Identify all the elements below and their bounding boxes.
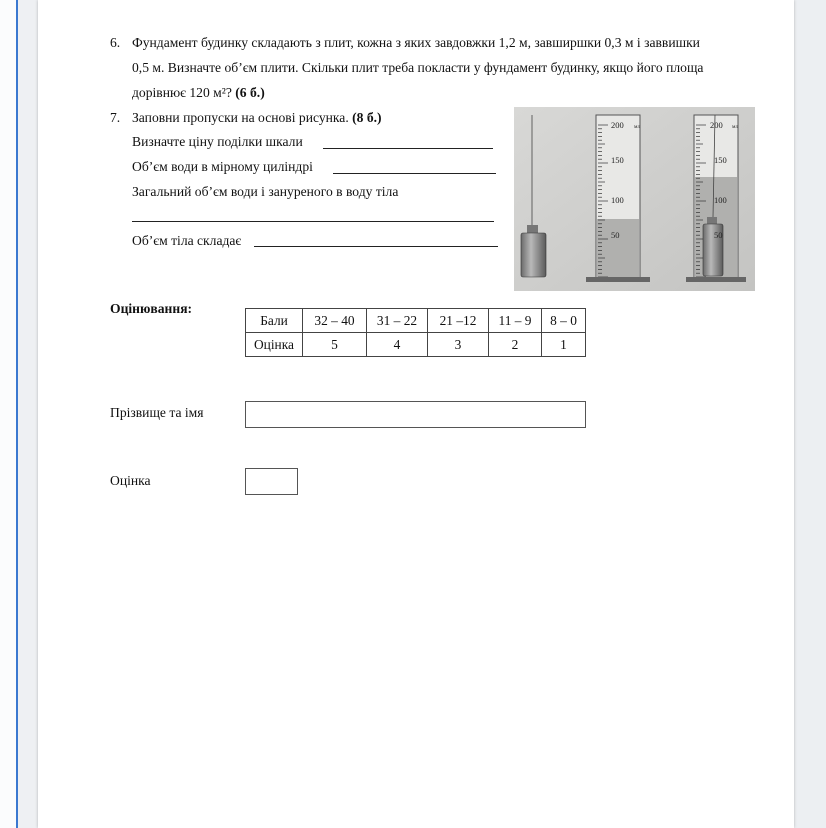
- q7-division-blank[interactable]: [323, 148, 493, 149]
- left-mark-100: 100: [611, 195, 624, 205]
- document-page: [38, 0, 794, 828]
- window-right-edge: [796, 0, 826, 828]
- grading-cell: 32 – 40: [303, 309, 367, 333]
- weight-cap: [527, 225, 538, 233]
- right-mark-150: 150: [714, 155, 727, 165]
- grading-cell: 8 – 0: [542, 309, 586, 333]
- right-mark-200: 200: [710, 120, 723, 130]
- q7-total-blank[interactable]: [132, 221, 494, 222]
- q7-water-label: Об’єм води в мірному циліндрі: [132, 159, 313, 174]
- left-mark-200: 200: [611, 120, 624, 130]
- q7-body-label: Об’єм тіла складає: [132, 233, 242, 248]
- q6-line-1: Фундамент будинку складають з плит, кожна з яких завдовжки 1,2 м, завширшки 0,3 м і заввишки: [132, 35, 700, 50]
- grading-cell: 2: [489, 333, 542, 357]
- grading-cell: 5: [303, 333, 367, 357]
- left-unit-label: мл: [634, 124, 641, 130]
- name-label: Прізвище та імя: [110, 405, 204, 420]
- grading-cell: 11 – 9: [489, 309, 542, 333]
- grading-row-marks: [246, 333, 586, 357]
- grading-cell: 1: [542, 333, 586, 357]
- q7-body-blank[interactable]: [254, 246, 498, 247]
- left-cylinder: [586, 115, 650, 282]
- grading-cell: 4: [367, 333, 428, 357]
- grading-row-points: [246, 309, 586, 333]
- grade-input-box[interactable]: [245, 468, 298, 495]
- right-cylinder: [686, 115, 746, 282]
- grade-label: Оцінка: [110, 473, 151, 488]
- q6-line-3: [132, 80, 265, 105]
- right-weight-cap: [707, 217, 717, 224]
- name-input-box[interactable]: [245, 401, 586, 428]
- grading-cell: 31 – 22: [367, 309, 428, 333]
- grading-cell: 3: [428, 333, 489, 357]
- weight-body: [521, 233, 546, 277]
- window-left-edge: [0, 0, 18, 828]
- right-mark-50: 50: [714, 230, 723, 240]
- measuring-cylinders-figure: [514, 107, 755, 291]
- grading-cell: 21 –12: [428, 309, 489, 333]
- grading-table: [245, 308, 586, 357]
- left-mark-150: 150: [611, 155, 624, 165]
- grading-label: Оцінювання:: [110, 301, 193, 316]
- q7-title: [132, 105, 382, 130]
- q7-water-blank[interactable]: [333, 173, 496, 174]
- q7-total-label: Загальний об’єм води і зануреного в воду тіла: [132, 184, 399, 199]
- q7-number: 7.: [110, 110, 121, 125]
- q6-line-3-text: дорівнює 120 м²?: [132, 85, 232, 100]
- q6-line-2: 0,5 м. Визначте об’єм плити. Скільки плит треба покласти у фундамент будинку, якщо його площа: [132, 60, 704, 75]
- left-mark-50: 50: [611, 230, 620, 240]
- q7-title-text: Заповни пропуски на основі рисунка.: [132, 110, 349, 125]
- left-cylinder-base: [586, 277, 650, 282]
- q6-points: (6 б.): [235, 85, 265, 100]
- right-unit-label: мл: [732, 124, 739, 130]
- grading-cell: Бали: [246, 309, 303, 333]
- q6-number: 6.: [110, 35, 121, 50]
- q7-division-label: Визначте ціну поділки шкали: [132, 134, 303, 149]
- right-cylinder-base: [686, 277, 746, 282]
- grading-cell: Оцінка: [246, 333, 303, 357]
- right-mark-100: 100: [714, 195, 727, 205]
- q7-points: (8 б.): [352, 110, 382, 125]
- left-cylinder-water: [597, 219, 639, 278]
